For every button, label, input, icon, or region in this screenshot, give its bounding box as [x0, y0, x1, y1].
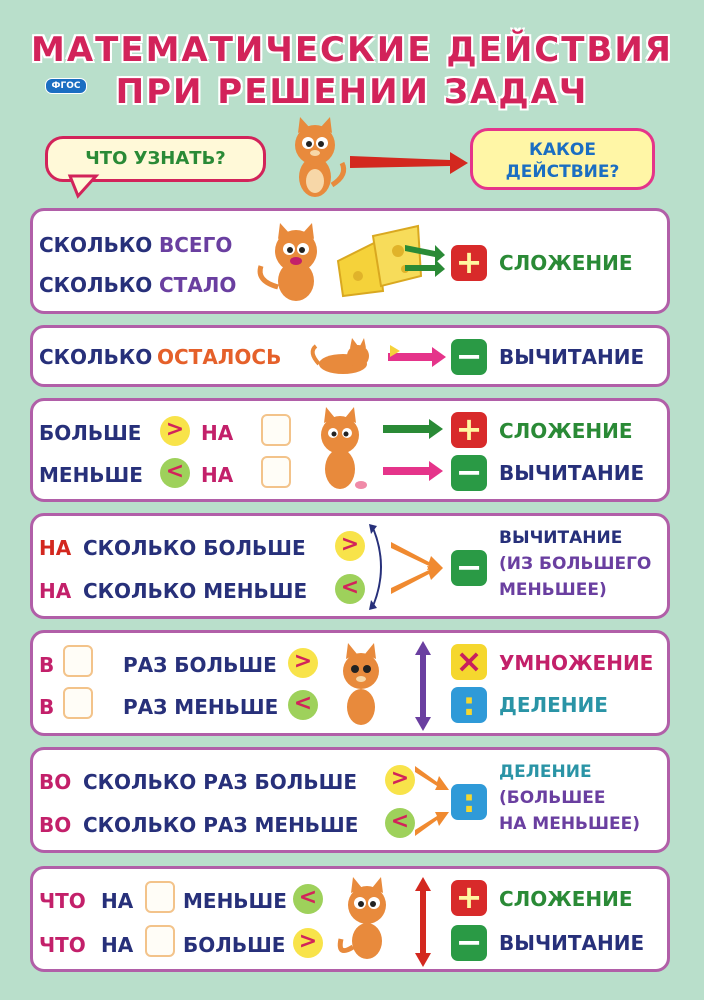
- p3-action-2: ВЫЧИТАНИЕ: [499, 461, 645, 485]
- cat-icon: [335, 877, 399, 967]
- p3-action-1: СЛОЖЕНИЕ: [499, 419, 633, 443]
- minus-icon: −: [451, 550, 487, 586]
- p3-row1-na: НА: [201, 421, 234, 445]
- times-icon: ×: [451, 644, 487, 680]
- arrow-icon: [391, 538, 445, 598]
- title-line-2: ПРИ РЕШЕНИИ ЗАДАЧ: [115, 72, 589, 112]
- panel-times-more: [30, 630, 670, 736]
- p6-action-3: НА МЕНЬШЕЕ): [499, 814, 641, 834]
- p7-row2-na: НА: [101, 933, 134, 957]
- panel-more-less-by: [30, 398, 670, 502]
- plus-icon: +: [451, 880, 487, 916]
- p7-row1-chto: ЧТО: [39, 889, 86, 913]
- title-line-1: МАТЕМАТИЧЕСКИЕ ДЕЙСТВИЯ: [31, 30, 673, 70]
- arrow-icon: [350, 148, 470, 178]
- minus-icon: −: [451, 925, 487, 961]
- p1-word-3: СКОЛЬКО: [39, 273, 153, 297]
- panel-subtraction-left: [30, 325, 670, 387]
- greater-than-icon: >: [288, 648, 318, 678]
- p4-row1-text: СКОЛЬКО БОЛЬШЕ: [83, 536, 306, 560]
- p7-row2-word: БОЛЬШЕ: [183, 933, 286, 957]
- p6-row2-vo: ВО: [39, 813, 72, 837]
- p7-row1-na: НА: [101, 889, 134, 913]
- p2-action: ВЫЧИТАНИЕ: [499, 345, 645, 369]
- p1-word-2: ВСЕГО: [159, 233, 233, 257]
- divide-icon: :: [451, 784, 487, 820]
- plus-icon: +: [451, 412, 487, 448]
- plus-icon: +: [451, 245, 487, 281]
- p6-action-1: ДЕЛЕНИЕ: [499, 762, 592, 782]
- p4-action-2: (ИЗ БОЛЬШЕГО: [499, 554, 652, 574]
- fgos-badge: ФГОС: [45, 78, 87, 94]
- double-arrow-icon: [415, 877, 431, 967]
- empty-box: [261, 456, 291, 488]
- p6-row1-vo: ВО: [39, 770, 72, 794]
- p7-action-2: ВЫЧИТАНИЕ: [499, 931, 645, 955]
- greater-than-icon: >: [293, 928, 323, 958]
- arrow-icon: [415, 756, 451, 846]
- p7-row1-word: МЕНЬШЕ: [183, 889, 287, 913]
- p6-action-2: (БОЛЬШЕЕ: [499, 788, 606, 808]
- panel-addition-total: [30, 208, 670, 314]
- bubble-tail-icon: [70, 176, 100, 198]
- p3-row1-word: БОЛЬШЕ: [39, 421, 142, 445]
- cat-icon: [305, 407, 375, 497]
- p4-row1-na: НА: [39, 536, 72, 560]
- less-than-icon: <: [288, 690, 318, 720]
- answer-line-2: ДЕЙСТВИЕ?: [505, 162, 620, 182]
- p2-word-2: ОСТАЛОСЬ: [157, 345, 282, 369]
- p5-action-1: УМНОЖЕНИЕ: [499, 651, 654, 675]
- question-text: ЧТО УЗНАТЬ?: [85, 148, 226, 169]
- cat-icon: [308, 338, 378, 378]
- p5-row1-v: В: [39, 653, 55, 677]
- p4-row2-na: НА: [39, 579, 72, 603]
- p5-row1-text: РАЗ БОЛЬШЕ: [123, 653, 277, 677]
- p5-row2-text: РАЗ МЕНЬШЕ: [123, 695, 279, 719]
- p3-row2-na: НА: [201, 463, 234, 487]
- empty-box: [261, 414, 291, 446]
- less-than-icon: <: [335, 574, 365, 604]
- p6-row2-text: СКОЛЬКО РАЗ МЕНЬШЕ: [83, 813, 359, 837]
- p5-row2-v: В: [39, 695, 55, 719]
- arrow-icon: [383, 419, 445, 479]
- empty-box: [145, 925, 175, 957]
- p3-row2-word: МЕНЬШЕ: [39, 463, 143, 487]
- less-than-icon: <: [160, 458, 190, 488]
- p4-action-1: ВЫЧИТАНИЕ: [499, 528, 623, 548]
- p4-row2-text: СКОЛЬКО МЕНЬШЕ: [83, 579, 308, 603]
- panel-how-much-more: [30, 513, 670, 619]
- p6-row1-text: СКОЛЬКО РАЗ БОЛЬШЕ: [83, 770, 357, 794]
- arrow-icon: [388, 345, 448, 369]
- empty-box: [145, 881, 175, 913]
- panel-how-many-times: [30, 747, 670, 853]
- answer-line-1: КАКОЕ: [528, 140, 596, 160]
- p1-word-1: СКОЛЬКО: [39, 233, 153, 257]
- p1-action: СЛОЖЕНИЕ: [499, 251, 633, 275]
- p4-action-3: МЕНЬШЕЕ): [499, 580, 607, 600]
- cat-icon: [280, 115, 350, 200]
- p7-action-1: СЛОЖЕНИЕ: [499, 887, 633, 911]
- cat-icon: [331, 643, 391, 731]
- p1-word-4: СТАЛО: [159, 273, 237, 297]
- p5-action-2: ДЕЛЕНИЕ: [499, 693, 608, 717]
- divide-icon: :: [451, 687, 487, 723]
- p7-row2-chto: ЧТО: [39, 933, 86, 957]
- greater-than-icon: >: [385, 765, 415, 795]
- panel-what-by-less: [30, 866, 670, 972]
- bracket-arrow-icon: [367, 522, 389, 612]
- answer-bubble: [470, 128, 655, 190]
- less-than-icon: <: [385, 808, 415, 838]
- greater-than-icon: >: [160, 416, 190, 446]
- double-arrow-icon: [415, 641, 431, 731]
- minus-icon: −: [451, 339, 487, 375]
- minus-icon: −: [451, 455, 487, 491]
- empty-box: [63, 687, 93, 719]
- p2-word-1: СКОЛЬКО: [39, 345, 153, 369]
- cat-icon: [251, 221, 331, 306]
- arrow-icon: [405, 241, 445, 281]
- greater-than-icon: >: [335, 531, 365, 561]
- less-than-icon: <: [293, 884, 323, 914]
- empty-box: [63, 645, 93, 677]
